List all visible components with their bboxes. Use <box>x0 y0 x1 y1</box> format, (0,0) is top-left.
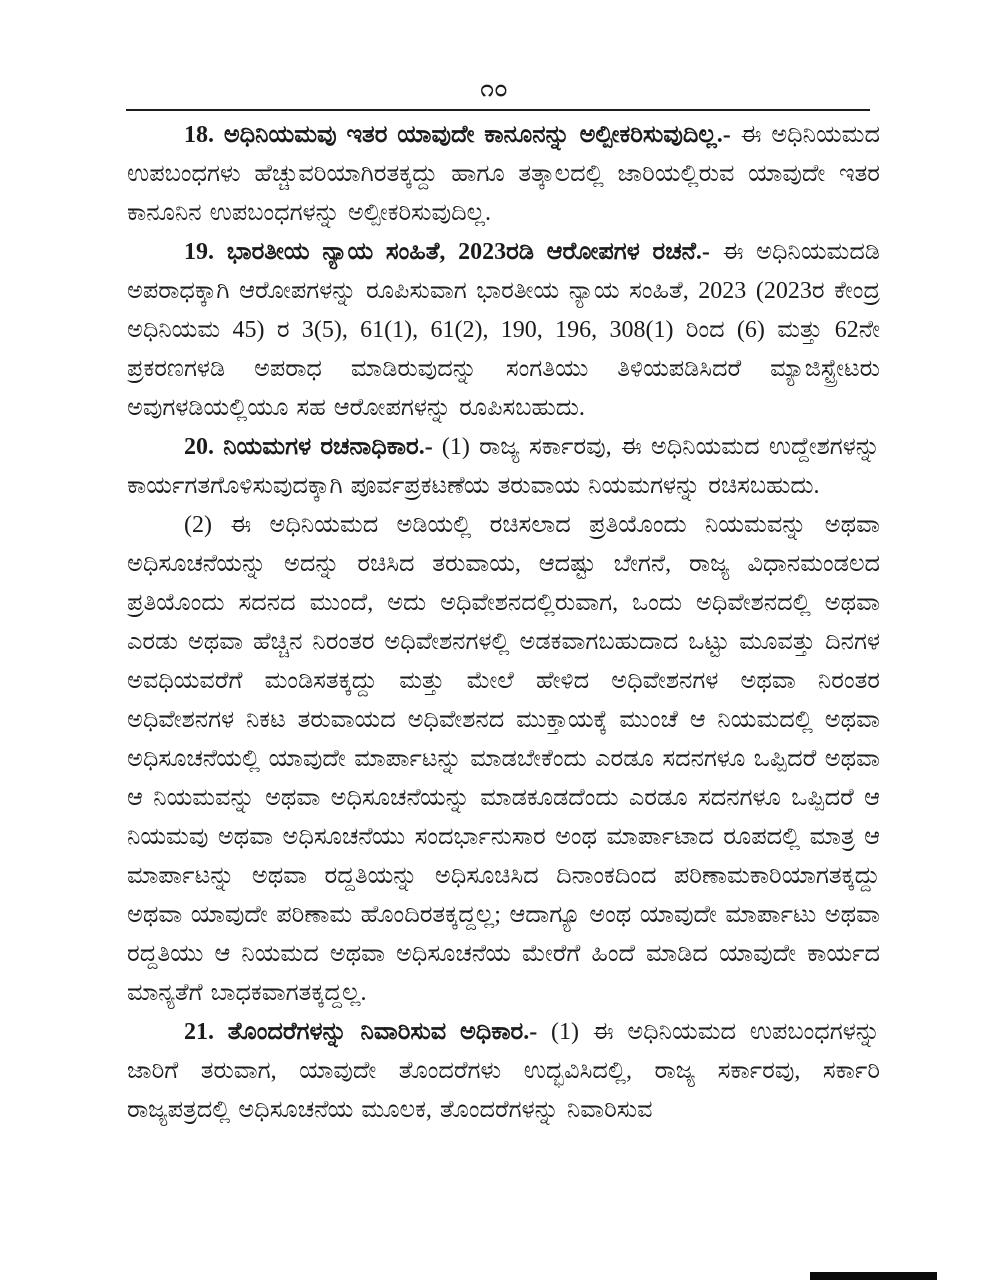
section-19-paragraph <box>127 233 880 428</box>
section-19-heading: 19. ಭಾರತೀಯ ನ್ಯಾಯ ಸಂಹಿತೆ, 2023ರಡಿ ಆರೋಪಗಳ ರಚನೆ.- <box>184 239 710 265</box>
section-20-subsection-2-paragraph <box>127 506 880 1013</box>
section-18-heading: 18. ಅಧಿನಿಯಮವು ಇತರ ಯಾವುದೇ ಕಾನೂನನ್ನು ಅಲ್ಪೀಕರಿಸುವುದಿಲ್ಲ.- <box>184 122 731 148</box>
section-21-subsection-1-text: (1) ಈ ಅಧಿನಿಯಮದ ಉಪಬಂಧಗಳನ್ನು ಜಾರಿಗೆ ತರುವಾಗ, ಯಾವುದೇ ತೊಂದರೆಗಳು ಉದ್ಭವಿಸಿದಲ್ಲಿ, ರಾಜ್ಯ ಸರ್ಕಾರವು, ಸರ್ಕಾರಿ ರಾಜ್ಯಪತ್ರದಲ್ಲಿ ಅಧಿಸೂಚನೆಯ ಮೂಲಕ, ತೊಂದರೆಗಳನ್ನು ನಿವಾರಿಸುವ <box>127 1019 880 1123</box>
section-21-paragraph <box>127 1013 880 1130</box>
section-20-heading: 20. ನಿಯಮಗಳ ರಚನಾಧಿಕಾರ.- <box>184 434 433 460</box>
page-number: ೧೦ <box>480 76 509 101</box>
section-18-paragraph <box>127 116 880 233</box>
scan-artifact-bar <box>810 1272 937 1280</box>
section-19-text: ಈ ಅಧಿನಿಯಮದಡಿ ಅಪರಾಧಕ್ಕಾಗಿ ಆರೋಪಗಳನ್ನು ರೂಪಿಸುವಾಗ ಭಾರತೀಯ ನ್ಯಾಯ ಸಂಹಿತೆ, 2023 (2023ರ ಕೇಂದ್ರ ಅಧಿನಿಯಮ 45) ರ 3(5), 61(1), 61(2), 190, 196, 308(1) ರಿಂದ (6) ಮತ್ತು 62ನೇ ಪ್ರಕರಣಗಳಡಿ ಅಪರಾಧ ಮಾಡಿರುವುದನ್ನು ಸಂಗತಿಯು ತಿಳಿಯಪಡಿಸಿದರೆ ಮ್ಯಾಜಿಸ್ಟ್ರೇಟರು ಅವುಗಳಡಿಯಲ್ಲಿಯೂ ಸಹ ಆರೋಪಗಳನ್ನು ರೂಪಿಸಬಹುದು. <box>127 239 880 421</box>
section-20-paragraph <box>127 428 880 506</box>
document-body <box>127 116 880 1130</box>
section-21-heading: 21. ತೊಂದರೆಗಳನ್ನು ನಿವಾರಿಸುವ ಅಧಿಕಾರ.- <box>184 1019 538 1045</box>
section-20-subsection-1-text: (1) ರಾಜ್ಯ ಸರ್ಕಾರವು, ಈ ಅಧಿನಿಯಮದ ಉದ್ದೇಶಗಳನ್ನು ಕಾರ್ಯಗತಗೊಳಿಸುವುದಕ್ಕಾಗಿ ಪೂರ್ವಪ್ರಕಟಣೆಯ ತರುವಾಯ ನಿಯಮಗಳನ್ನು ರಚಿಸಬಹುದು. <box>127 434 880 499</box>
section-20-subsection-2-text: (2) ಈ ಅಧಿನಿಯಮದ ಅಡಿಯಲ್ಲಿ ರಚಿಸಲಾದ ಪ್ರತಿಯೊಂದು ನಿಯಮವನ್ನು ಅಥವಾ ಅಧಿಸೂಚನೆಯನ್ನು ಅದನ್ನು ರಚಿಸಿದ ತರುವಾಯ, ಆದಷ್ಟು ಬೇಗನೆ, ರಾಜ್ಯ ವಿಧಾನಮಂಡಲದ ಪ್ರತಿಯೊಂದು ಸದನದ ಮುಂದೆ, ಅದು ಅಧಿವೇಶನದಲ್ಲಿರುವಾಗ, ಒಂದು ಅಧಿವೇಶನದಲ್ಲಿ ಅಥವಾ ಎರಡು ಅಥವಾ ಹೆಚ್ಚಿನ ನಿರಂತರ ಅಧಿವೇಶನಗಳಲ್ಲಿ ಅಡಕವಾಗಬಹುದಾದ ಒಟ್ಟು ಮೂವತ್ತು ದಿನಗಳ ಅವಧಿಯವರೆಗೆ ಮಂಡಿಸತಕ್ಕದ್ದು ಮತ್ತು ಮೇಲೆ ಹೇಳಿದ ಅಧಿವೇಶನಗಳ ಅಥವಾ ನಿರಂತರ ಅಧಿವೇಶನಗಳ ನಿಕಟ ತರುವಾಯದ ಅಧಿವೇಶನದ ಮುಕ್ತಾಯಕ್ಕೆ ಮುಂಚೆ ಆ ನಿಯಮದಲ್ಲಿ ಅಥವಾ ಅಧಿಸೂಚನೆಯಲ್ಲಿ ಯಾವುದೇ ಮಾರ್ಪಾಟನ್ನು ಮಾಡಬೇಕೆಂದು ಎರಡೂ ಸದನಗಳೂ ಒಪ್ಪಿದರೆ ಅಥವಾ ಆ ನಿಯಮವನ್ನು ಅಥವಾ ಅಧಿಸೂಚನೆಯನ್ನು ಮಾಡಕೂಡದೆಂದು ಎರಡೂ ಸದನಗಳೂ ಒಪ್ಪಿದರೆ ಆ ನಿಯಮವು ಅಥವಾ ಅಧಿಸೂಚನೆಯು ಸಂದರ್ಭಾನುಸಾರ ಅಂಥ ಮಾರ್ಪಾಟಾದ ರೂಪದಲ್ಲಿ ಮಾತ್ರ ಆ ಮಾರ್ಪಾಟನ್ನು ಅಥವಾ ರದ್ದತಿಯನ್ನು ಅಧಿಸೂಚಿಸಿದ ದಿನಾಂಕದಿಂದ ಪರಿಣಾಮಕಾರಿಯಾಗತಕ್ಕದ್ದು ಅಥವಾ ಯಾವುದೇ ಪರಿಣಾಮ ಹೊಂದಿರತಕ್ಕದ್ದಲ್ಲ; ಆದಾಗ್ಯೂ ಅಂಥ ಯಾವುದೇ ಮಾರ್ಪಾಟು ಅಥವಾ ರದ್ದತಿಯು ಆ ನಿಯಮದ ಅಥವಾ ಅಧಿಸೂಚನೆಯ ಮೇರೆಗೆ ಹಿಂದೆ ಮಾಡಿದ ಯಾವುದೇ ಕಾರ್ಯದ ಮಾನ್ಯತೆಗೆ ಬಾಧಕವಾಗತಕ್ಕದ್ದಲ್ಲ. <box>127 512 880 1006</box>
section-18-text: ಈ ಅಧಿನಿಯಮದ ಉಪಬಂಧಗಳು ಹೆಚ್ಚುವರಿಯಾಗಿರತಕ್ಕದ್ದು ಹಾಗೂ ತತ್ಕಾಲದಲ್ಲಿ ಜಾರಿಯಲ್ಲಿರುವ ಯಾವುದೇ ಇತರ ಕಾನೂನಿನ ಉಪಬಂಧಗಳನ್ನು ಅಲ್ಪೀಕರಿಸುವುದಿಲ್ಲ. <box>127 122 881 226</box>
header-rule <box>126 109 870 111</box>
